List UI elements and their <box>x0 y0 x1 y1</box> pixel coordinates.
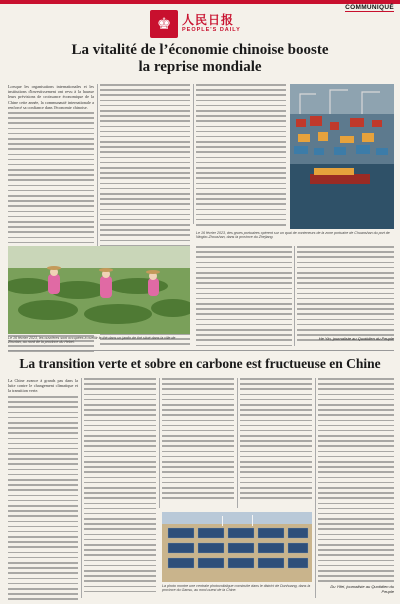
photo2-caption: Le 16 février 2023, des grues portuaires opèrent sur un quai de conteneurs de la zone portuaire de Chuanshan du port de Ningbo-Zhoushan, dans la province du Zhejiang. <box>196 231 390 240</box>
column-divider <box>315 378 316 598</box>
section-divider <box>8 350 394 351</box>
article2-photo-caption: La photo montre une centrale photovoltaïque construite dans le district de Dunhuang, dans la province du Gansu, au nord-ouest de la Chine. <box>162 584 311 593</box>
column-divider <box>294 246 295 346</box>
column-divider <box>193 84 194 224</box>
seal-icon: ♚ <box>150 10 178 38</box>
logo-english: PEOPLE'S DAILY <box>182 27 241 33</box>
article2-lead: La Chine avance à grands pas dans la lutte contre le changement climatique et la transition verte. <box>8 378 78 394</box>
article1-col3-text <box>196 84 286 229</box>
article1-col4-text <box>196 246 292 355</box>
article1-title-line1: La vitalité de l’économie chinoise booste <box>71 42 329 58</box>
article2-author: Du Yifei, journaliste au Quotidien du Peuple <box>330 584 394 594</box>
photo1-caption: Le 16 février 2023, les ouvrières sont occupées à cueillir le thé dans un jardin de thé situé dans la ville de Zhuxian, au nord de la province du Hebei. <box>8 336 176 345</box>
article2-title: La transition verte et sobre en carbone est fructueuse en Chine <box>19 356 381 371</box>
tea-garden-photo <box>8 246 190 334</box>
article1-title <box>10 42 390 76</box>
article1-lead: Lorsque les organisations internationales et les institutions d'investissement ont revu à la hausse leurs prévisions de croissance économique de la Chine cette année, la communauté internationale a renforcé sa confiance dans l'économie chinoise. <box>8 84 94 110</box>
article2-col4-text <box>240 378 312 503</box>
column-divider <box>81 378 82 598</box>
article2-col5-text <box>318 378 394 586</box>
article2-col2-text <box>84 378 156 596</box>
section-tag: COMMUNIQUÉ <box>345 4 394 11</box>
article2-col3-text <box>162 378 234 503</box>
column-divider <box>237 378 238 508</box>
peoples-daily-logo <box>150 10 250 40</box>
article1-col5-text <box>297 246 394 345</box>
article1-title-line2: la reprise mondiale <box>138 59 262 75</box>
port-photo <box>290 84 394 229</box>
column-divider <box>159 378 160 508</box>
article2-col1-text <box>8 396 78 604</box>
logo-chinese: 人民日报 <box>182 13 235 27</box>
top-red-bar <box>0 0 400 4</box>
article1-author: He Yin, journaliste au Quotidien du Peuple <box>318 336 394 341</box>
solar-plant-photo <box>162 512 312 582</box>
